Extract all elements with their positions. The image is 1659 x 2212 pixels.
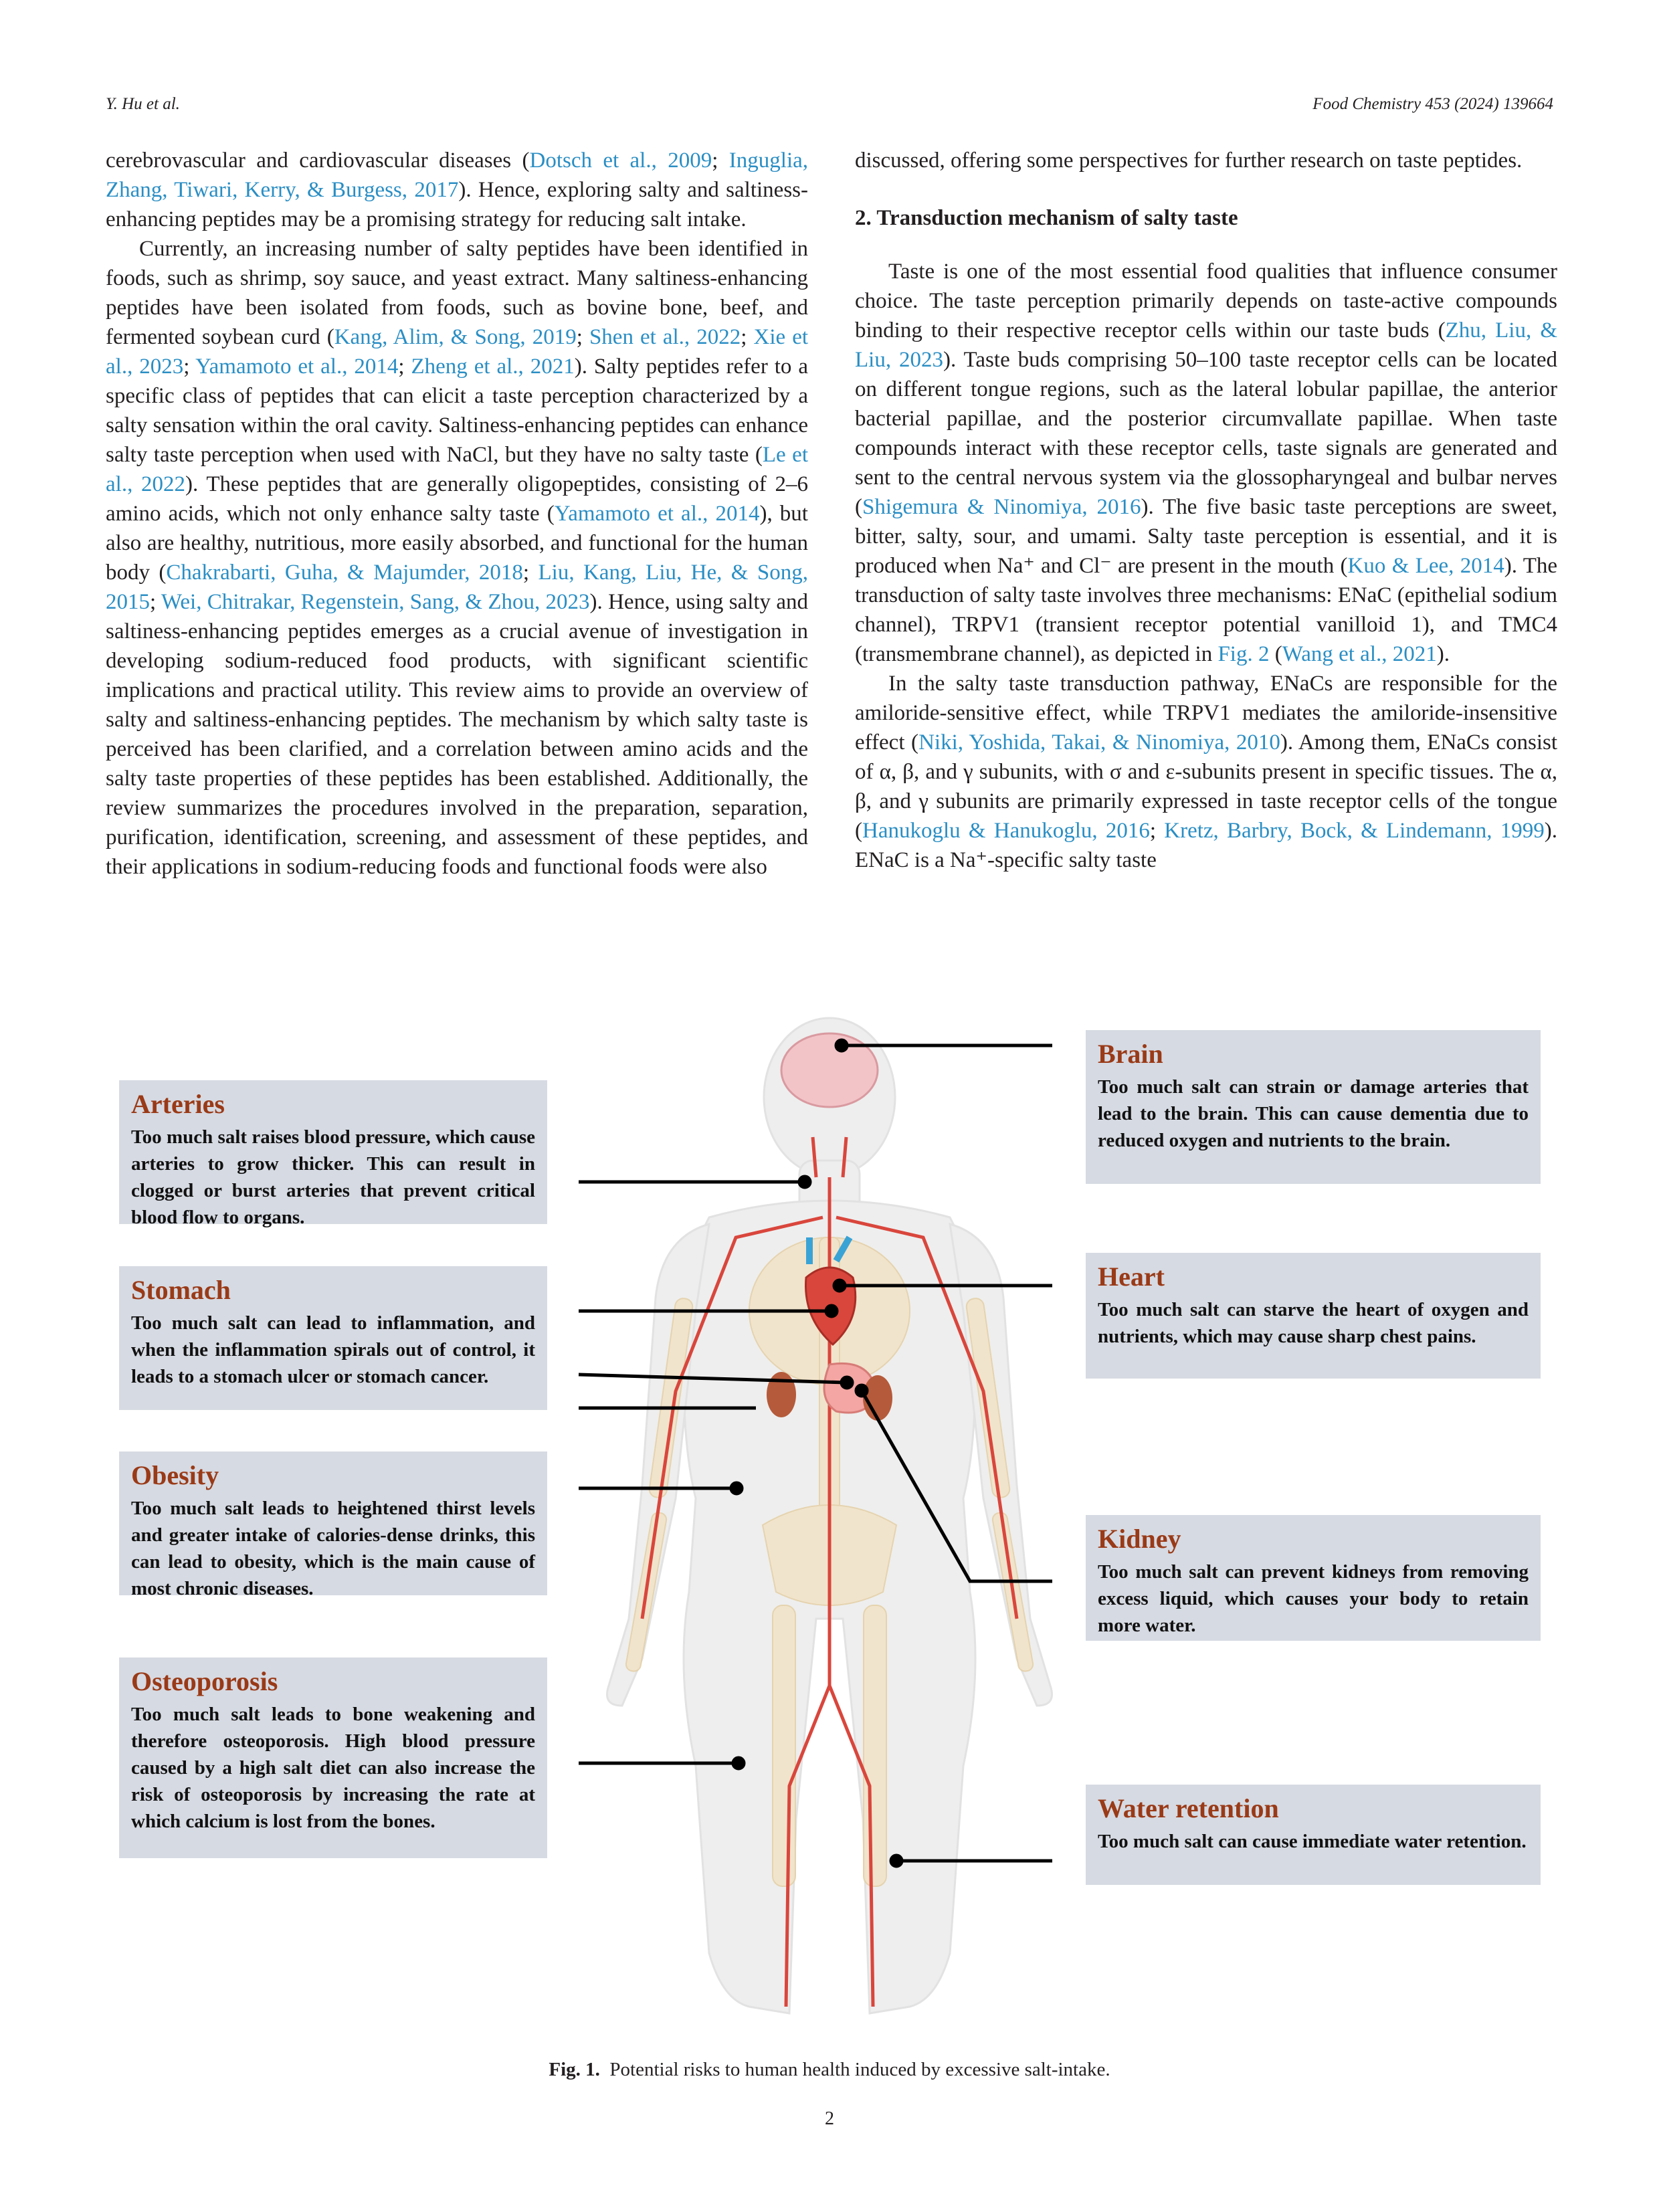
caption-text: Potential risks to human health induced by excessive salt-intake. <box>609 2059 1110 2080</box>
citation-link[interactable]: Kuo & Lee, 2014 <box>1347 554 1504 578</box>
box-text: Too much salt leads to bone weakening and therefore osteoporosis. High blood pressure caused by a high salt diet can also increase the risk of osteoporosis by increasing the rate at which calcium is lost from the bones. <box>131 1704 535 1832</box>
paragraph: cerebrovascular and cardiovascular diseases (Dotsch et al., 2009; Inguglia, Zhang, Tiwari, Kerry, & Burgess, 2017). Hence, exploring salty and saltiness-enhancing peptides may be a promising strategy for reducing salt intake. <box>106 148 809 231</box>
stomach-box <box>119 1266 547 1410</box>
box-title: Heart <box>1098 1262 1165 1292</box>
kidney-box <box>1086 1515 1541 1641</box>
box-text: Too much salt can prevent kidneys from removing excess liquid, which causes your body to retain more water. <box>1098 1561 1529 1636</box>
obesity-box <box>119 1451 547 1599</box>
citation-link[interactable]: Fig. 2 <box>1217 642 1270 666</box>
paragraph: Currently, an increasing number of salty peptides have been identified in foods, such as shrimp, soy sauce, and yeast extract. Many saltiness-enhancing peptides have been isolated from foods, such as bovine bone, beef, and fermented soybean curd (Kang, Alim, & Song, 2019; Shen et al., 2022; Xie et al., 2023; Yamamoto et al., 2014; Zheng et al., 2021). Salty peptides refer to a specific class of peptides that can elicit a taste perception characterized by a salty sensation within the oral cavity. Saltiness-enhancing peptides can enhance salty taste perception when used with NaCl, but they have no salty taste (Le et al., 2022). These peptides that are generally oligopeptides, consisting of 2–6 amino acids, which not only enhance salty taste (Yamamoto et al., 2014), but also are healthy, nutritious, more easily absorbed, and functional for the human body (Chakrabarti, Guha, & Majumder, 2018; Liu, Kang, Liu, He, & Song, 2015; Wei, Chitrakar, Regenstein, Sang, & Zhou, 2023). Hence, using salty and saltiness-enhancing peptides emerges as a crucial avenue of investigation in developing sodium-reduced food products, with significant scientific implications and practical utility. This review aims to provide an overview of salty and saltiness-enhancing peptides. The mechanism by which salty taste is perceived has been clarified, and a correlation between amino acids and the salty taste properties of these peptides has been established. Additionally, the review summarizes the procedures involved in the preparation, separation, purification, identification, screening, and assessment of these peptides, and their applications in sodium-reducing foods and functional foods were also <box>106 237 809 879</box>
box-text: Too much salt can strain or damage arteries that lead to the brain. This can cause dementia due to reduced oxygen and nutrients to the brain. <box>1098 1076 1529 1151</box>
paragraph: In the salty taste transduction pathway, ENaCs are responsible for the amiloride-sensitive effect, while TRPV1 mediates the amiloride-insensitive effect (Niki, Yoshida, Takai, & Ninomiya, 2010). Among them, ENaCs consist of α, β, and γ subunits, with σ and ε-subunits present in specific tissues. The α, β, and γ subunits are primarily expressed in taste receptor cells of the tongue (Hanukoglu & Hanukoglu, 2016; Kretz, Barbry, Bock, & Lindemann, 1999). ENaC is a Na⁺-specific salty taste <box>855 672 1558 872</box>
arteries-box <box>119 1080 547 1228</box>
box-text: Too much salt leads to heightened thirst levels and greater intake of calories-dense drinks, this can lead to obesity, which is the main cause of most chronic diseases. <box>131 1498 535 1599</box>
water-retention-box <box>1086 1785 1541 1885</box>
citation-link[interactable]: Zheng et al., 2021 <box>411 355 575 379</box>
left-text-column <box>106 146 808 882</box>
box-text: Too much salt can cause immediate water retention. <box>1098 1831 1527 1852</box>
box-title: Osteoporosis <box>131 1666 278 1696</box>
box-title: Kidney <box>1098 1524 1181 1554</box>
box-title: Water retention <box>1098 1793 1279 1823</box>
citation-link[interactable]: Liu, Kang, Liu, He, & Song, 2015 <box>106 561 808 614</box>
citation-link[interactable]: Yamamoto et al., 2014 <box>195 355 399 379</box>
citation-link[interactable]: Wang et al., 2021 <box>1282 642 1437 666</box>
citation-link[interactable]: Wei, Chitrakar, Regenstein, Sang, & Zhou, 2023 <box>161 590 590 614</box>
box-text: Too much salt raises blood pressure, which cause arteries to grow thicker. This can result in clogged or burst arteries that prevent critical blood flow to organs. <box>131 1126 535 1228</box>
right-text-column <box>855 146 1557 875</box>
osteoporosis-box <box>119 1657 547 1858</box>
running-head-journal: Food Chemistry 453 (2024) 139664 <box>1312 95 1553 113</box>
box-title: Stomach <box>131 1275 231 1305</box>
citation-link[interactable]: Inguglia, Zhang, Tiwari, Kerry, & Burgess, 2017 <box>106 148 809 202</box>
citation-link[interactable]: Le et al., 2022 <box>106 443 808 496</box>
citation-link[interactable]: Shen et al., 2022 <box>589 325 741 349</box>
citation-link[interactable]: Zhu, Liu, & Liu, 2023 <box>855 318 1557 372</box>
figure-caption <box>0 2059 1659 2081</box>
box-title: Obesity <box>131 1460 219 1490</box>
citation-link[interactable]: Hanukoglu & Hanukoglu, 2016 <box>862 819 1150 843</box>
running-head-authors: Y. Hu et al. <box>106 95 180 113</box>
box-title: Arteries <box>131 1089 225 1119</box>
citation-link[interactable]: Xie et al., 2023 <box>106 325 809 379</box>
paragraph: Taste is one of the most essential food qualities that influence consumer choice. The taste perception primarily depends on taste-active compounds binding to their respective receptor cells within our taste buds (Zhu, Liu, & Liu, 2023). Taste buds comprising 50–100 taste receptor cells can be located on different tongue regions, such as the lateral lobular papillae, the anterior bacterial papillae, and the posterior circumvallate papillae. When taste compounds interact with these receptor cells, taste signals are generated and sent to the central nervous system via the glossopharyngeal and bulbar nerves (Shigemura & Ninomiya, 2016). The five basic taste perceptions are sweet, bitter, salty, sour, and umami. Salty taste perception is essential, and it is produced when Na⁺ and Cl⁻ are present in the mouth (Kuo & Lee, 2014). The transduction of salty taste involves three mechanisms: ENaC (epithelial sodium channel), TRPV1 (transient receptor potential vanilloid 1), and TMC4 (transmembrane channel), as depicted in Fig. 2 (Wang et al., 2021). <box>855 260 1558 666</box>
section-heading: 2. Transduction mechanism of salty taste <box>855 206 1238 230</box>
citation-link[interactable]: Chakrabarti, Guha, & Majumder, 2018 <box>166 561 523 585</box>
citation-link[interactable]: Yamamoto et al., 2014 <box>554 502 760 526</box>
citation-link[interactable]: Dotsch et al., 2009 <box>529 148 712 173</box>
box-title: Brain <box>1098 1039 1163 1069</box>
brain-box <box>1086 1030 1541 1184</box>
citation-link[interactable]: Kretz, Barbry, Bock, & Lindemann, 1999 <box>1164 819 1545 843</box>
box-text: Too much salt can lead to inflammation, and when the inflammation spirals out of control, it leads to a stomach ulcer or stomach cancer. <box>131 1312 535 1387</box>
citation-link[interactable]: Kang, Alim, & Song, 2019 <box>334 325 577 349</box>
figure-1 <box>0 1017 1659 2047</box>
citation-link[interactable]: Niki, Yoshida, Takai, & Ninomiya, 2010 <box>918 730 1280 755</box>
page-number: 2 <box>825 2108 834 2129</box>
heart-box <box>1086 1253 1541 1379</box>
paragraph: discussed, offering some perspectives for further research on taste peptides. <box>855 148 1523 173</box>
caption-label: Fig. 1. <box>549 2059 600 2080</box>
citation-link[interactable]: Shigemura & Ninomiya, 2016 <box>862 495 1141 519</box>
box-text: Too much salt can starve the heart of oxygen and nutrients, which may cause sharp chest pains. <box>1098 1299 1529 1347</box>
